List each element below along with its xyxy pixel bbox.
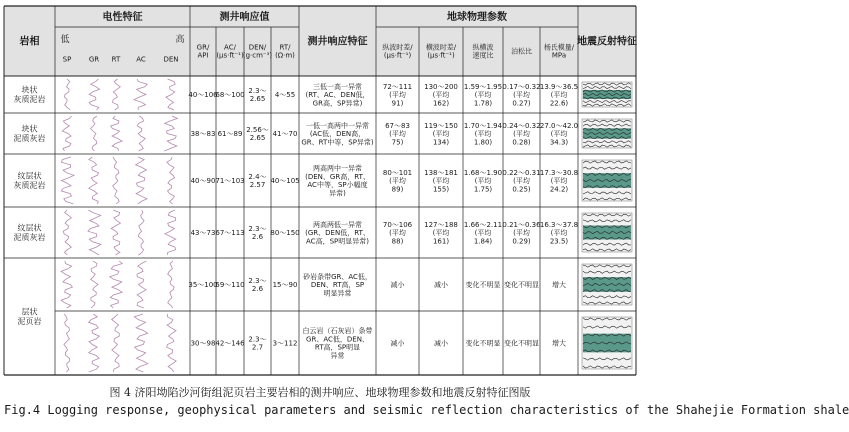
cell-gr-1: 38～83 [190,130,216,139]
cell-ac-1: 61～89 [217,130,243,139]
curve-label-den: DEN [163,55,179,64]
geo-header-3: 泊松比 [511,47,532,56]
cell-den-1: 2.56～ 2.65 [246,125,269,143]
cell-young-4: 增大 [552,281,566,290]
log-curve-sp-3 [63,210,71,255]
log-curve-sp-0 [65,79,71,110]
log-curve-sp-2 [61,157,74,204]
cell-poisson-2: 0.22～0.31 (平均 0.25) [502,168,541,194]
cell-den-5: 2.3～ 2.7 [248,335,267,352]
log-curve-den-3 [165,210,176,255]
cell-feature-5: 白云岩（石灰岩）条带 GR、AC低，DEN、 RT高，SP明显异常 [302,327,373,360]
header-logging-values: 测井响应值 [219,12,270,24]
cell-ratio-5: 变化不明显 [465,339,501,348]
log-curve-rt-1 [111,116,122,151]
log-curve-den-5 [167,314,177,372]
caption-english: Fig.4 Logging response, geophysical parameters and seismic reflection characteristics of the Shahejie Formation shale [4,403,849,417]
cell-ratio-1: 1.70～1.94 (平均 1.80) [463,121,503,147]
facies-label-2: 纹层状灰质泥岩 [13,171,46,191]
cell-vs-4: 减小 [434,281,448,290]
header-logging-features: 测井响应特征 [307,36,368,48]
cell-feature-2: 两高两中一异常(DEN、GR高，RT、 AC中等，SP小幅度异常) [305,164,370,198]
geo-header-1: 横波时差/ (μs·ft⁻¹) [425,43,457,60]
log-curve-ac-1 [137,116,145,151]
cell-ratio-0: 1.59～1.95 (平均 1.78) [463,82,503,108]
cell-vp-5: 减小 [390,339,405,348]
cell-vp-1: 67～83 (平均 75) [385,121,410,147]
seismic-thumbnail-3 [582,213,632,252]
log-curve-den-0 [166,79,175,110]
cell-ac-4: 59～110 [215,281,245,290]
cell-poisson-5: 变化不明显 [504,339,539,348]
cell-poisson-4: 变化不明显 [504,281,539,290]
scale-low: 低 [60,35,70,46]
cell-poisson-1: 0.24～0.32 (平均 0.28) [502,121,541,147]
log-curve-gr-3 [88,210,101,255]
cell-rt-1: 41～70 [272,130,298,139]
cell-feature-4: 砂岩条带GR、AC低， DEN、RT高，SP 明显异常 [303,272,372,298]
seismic-thumbnail-1 [582,119,632,148]
cell-feature-3: 两高两低一异常(GR、DEN低，RT、 AC高，SP明显异常) [305,220,370,246]
facies-label-3: 纹层状泥质灰岩 [13,223,46,243]
geo-header-2: 纵横波速度比 [472,43,494,60]
cell-young-0: 13.9～36.5 (平均 22.6) [539,82,579,108]
cell-den-4: 2.3～ 2.6 [248,276,267,294]
cell-gr-2: 40～90 [190,177,216,186]
header-geophysical: 地球物理参数 [447,12,507,24]
curve-label-gr: GR [88,55,100,64]
log-curve-rt-0 [113,79,121,110]
log-curve-sp-1 [62,116,71,151]
facies-label-0: 块状灰质泥岩 [13,85,46,105]
logging-value-header-1: AC/ (μs·ft⁻¹) [216,43,244,60]
cell-ac-5: 42～146 [215,339,245,348]
log-curve-gr-1 [91,116,97,151]
cell-gr-0: 40～106 [188,91,218,100]
log-curve-gr-4 [91,261,98,308]
log-curve-rt-4 [110,261,122,308]
cell-gr-3: 43～73 [190,229,216,238]
cell-vp-2: 80～101 (平均 89) [382,168,413,194]
log-curve-den-2 [167,157,175,204]
cell-vp-0: 72～111 (平均 91) [382,82,413,108]
cell-vp-3: 70～106 (平均 88) [382,220,413,246]
cell-poisson-0: 0.17～0.32 (平均 0.27) [502,82,541,108]
log-curve-gr-5 [89,314,100,372]
log-curve-rt-3 [111,210,120,255]
facies-label-1: 块状泥质灰岩 [13,124,46,144]
log-curve-rt-5 [112,314,120,372]
log-curve-den-4 [168,261,175,308]
log-curve-ac-5 [134,314,147,372]
log-curve-rt-2 [113,157,120,204]
log-curve-ac-0 [134,79,147,110]
cell-vs-2: 138～181 (平均 155) [424,168,458,194]
cell-vs-1: 119～150 (平均 134) [424,121,458,147]
cell-den-2: 2.4～ 2.57 [248,172,267,190]
cell-young-3: 16.3～37.8 (平均 23.5) [539,220,579,246]
cell-feature-0: 三低一高一异常(RT、AC、DEN低， GR高，SP异常) [305,82,370,108]
cell-vp-4: 减小 [390,281,405,290]
curve-label-sp: SP [62,55,72,64]
log-curve-gr-0 [89,79,99,110]
cell-young-5: 增大 [552,339,566,348]
header-electrical: 电性特征 [102,12,143,24]
cell-ratio-3: 1.66～2.11 (平均 1.84) [463,220,503,246]
cell-vs-3: 127～188 (平均 161) [424,220,458,246]
cell-young-1: 27.0～42.0 (平均 34.3) [539,121,579,147]
seismic-thumbnail-4 [582,264,632,305]
cell-ac-3: 67～113 [215,229,245,238]
log-curve-ac-2 [136,157,147,204]
cell-den-0: 2.3～ 2.65 [248,86,267,104]
seismic-thumbnail-5 [582,317,632,369]
header-seismic: 地震反射特征 [577,36,637,48]
cell-poisson-3: 0.21～0.36 (平均 0.29) [502,220,541,246]
geo-header-0: 纵波时差/ (μs·ft⁻¹) [382,43,413,60]
seismic-thumbnail-2 [582,160,632,201]
cell-ratio-4: 变化不明显 [465,281,501,290]
cell-rt-5: 3～112 [272,339,298,348]
facies-label-4: 层状泥页岩 [17,307,42,327]
curve-label-rt: RT [111,55,121,64]
scale-high: 高 [175,35,185,46]
log-curve-sp-5 [64,314,70,372]
geo-header-4: 杨氏模量/ MPa [543,43,575,60]
seismic-thumbnail-0 [582,82,632,107]
cell-vs-0: 130～200 (平均 162) [424,82,458,108]
cell-ratio-2: 1.68～1.90 (平均 1.75) [463,168,503,194]
cell-rt-2: 40～105 [270,177,300,186]
log-curve-den-1 [164,116,177,151]
cell-young-2: 17.3～30.8 (平均 24.2) [539,168,579,194]
log-curve-gr-2 [89,157,99,204]
curve-label-ac: AC [136,55,146,64]
log-curve-ac-4 [137,261,146,308]
cell-ac-0: 68～100 [215,91,245,100]
logging-value-header-2: DEN/ (g·cm⁻³) [242,43,273,60]
cell-gr-4: 35～100 [188,281,218,290]
cell-feature-1: 一低一高两中一异常(AC低，DEN高， GR、RT中等，SP异常) [301,121,374,147]
cell-rt-0: 4～55 [274,91,296,100]
header-lithofacies: 岩相 [19,36,40,48]
cell-ac-2: 71～103 [215,177,245,186]
log-curve-sp-4 [61,261,72,308]
cell-rt-4: 15～90 [272,281,298,290]
cell-rt-3: 80～150 [270,229,300,238]
caption-chinese: 图 4 济阳坳陷沙河街组泥页岩主要岩相的测井响应、地球物理参数和地震反射特征图版 [109,386,531,399]
logging-value-header-0: GR/ API [196,43,210,60]
cell-den-3: 2.3～ 2.6 [248,224,267,242]
log-curve-ac-3 [138,210,144,255]
logging-value-header-3: RT/ (Ω·m) [275,43,295,60]
cell-vs-5: 减小 [434,339,448,348]
cell-gr-5: 30～98 [190,339,216,348]
